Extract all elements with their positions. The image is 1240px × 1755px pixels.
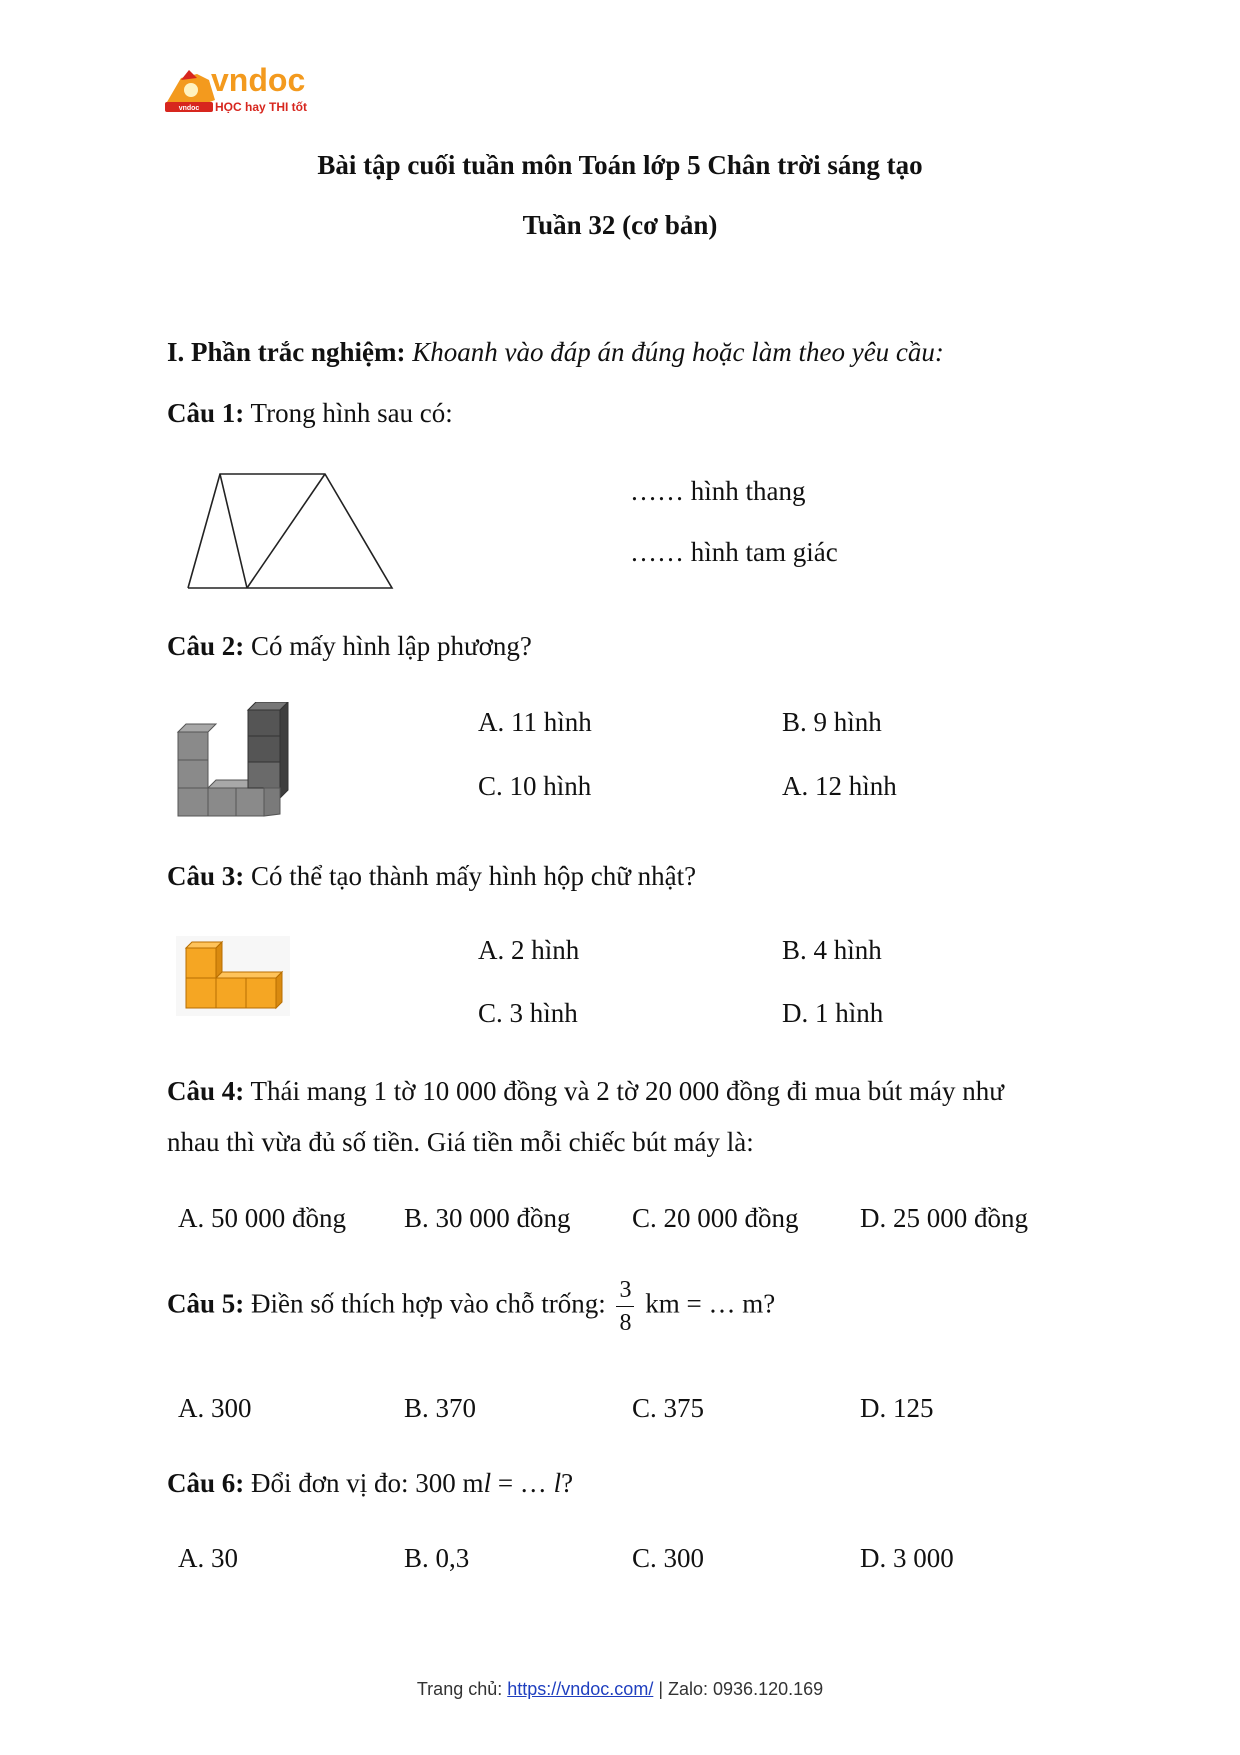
- q6-text-a: Đổi đơn vị đo: 300 m: [251, 1468, 484, 1498]
- q6-option-a[interactable]: A. 30: [178, 1543, 238, 1573]
- q5-option-a[interactable]: A. 300: [178, 1393, 252, 1423]
- q4-option-b[interactable]: B. 30 000 đồng: [404, 1203, 571, 1233]
- logo-brand: vndoc: [211, 62, 306, 98]
- q4-option-c[interactable]: C. 20 000 đồng: [632, 1203, 799, 1233]
- q3-text: Có thể tạo thành mấy hình hộp chữ nhật?: [251, 861, 697, 891]
- q5-fraction-denominator: 8: [619, 1310, 632, 1336]
- footer-prefix: Trang chủ:: [416, 1679, 508, 1699]
- q6-option-c[interactable]: C. 300: [632, 1543, 705, 1573]
- section-heading: [167, 337, 944, 368]
- q3-option-a[interactable]: A. 2 hình: [478, 935, 580, 965]
- section-instruction: Khoanh vào đáp án đúng hoặc làm theo yêu cầu:: [412, 337, 944, 367]
- q6-option-b[interactable]: B. 0,3: [404, 1543, 470, 1573]
- doc-title-line2: Tuần 32 (cơ bản): [522, 210, 718, 240]
- q5-fraction: [616, 1278, 634, 1335]
- q1-label: Câu 1:: [167, 398, 245, 428]
- question-5: [167, 1278, 775, 1335]
- q3-option-c[interactable]: C. 3 hình: [478, 998, 578, 1028]
- q6-option-d[interactable]: D. 3 000: [860, 1543, 954, 1573]
- q5-option-b[interactable]: B. 370: [404, 1393, 477, 1423]
- q2-option-c[interactable]: C. 10 hình: [478, 771, 592, 801]
- q2-label: Câu 2:: [167, 631, 245, 661]
- question-4: [167, 1076, 1087, 1107]
- q3-option-d[interactable]: D. 1 hình: [782, 998, 884, 1028]
- logo-badge: vndoc: [178, 105, 200, 112]
- q2-text: Có mấy hình lập phương?: [251, 631, 532, 661]
- footer-homepage-link[interactable]: https://vndoc.com/: [507, 1679, 654, 1699]
- orange-boxes-figure: [176, 936, 290, 1016]
- q5-option-c[interactable]: C. 375: [632, 1393, 705, 1423]
- q3-option-b[interactable]: B. 4 hình: [782, 935, 882, 965]
- q5-fraction-numerator: 3: [616, 1278, 634, 1307]
- q6-unit-l2: l: [553, 1468, 562, 1498]
- logo: [163, 62, 323, 124]
- q4-text-line2: nhau thì vừa đủ số tiền. Giá tiền mỗi chiếc bút máy là:: [167, 1127, 754, 1157]
- gray-cubes-figure: [176, 702, 296, 818]
- q6-text-b: = …: [491, 1468, 554, 1498]
- q4-text-line1: Thái mang 1 tờ 10 000 đồng và 2 tờ 20 000 đồng đi mua bút máy như: [250, 1076, 1004, 1106]
- q6-label: Câu 6:: [167, 1468, 245, 1498]
- q5-label: Câu 5:: [167, 1288, 245, 1319]
- q4-option-d[interactable]: D. 25 000 đồng: [860, 1203, 1028, 1233]
- q3-label: Câu 3:: [167, 861, 245, 891]
- logo-tagline: HỌC hay THI tốt: [215, 100, 307, 114]
- question-3: [167, 861, 696, 892]
- q4-label: Câu 4:: [167, 1076, 245, 1106]
- question-1: [167, 398, 453, 429]
- trapezoid-figure: [180, 470, 400, 594]
- q2-option-d[interactable]: A. 12 hình: [782, 771, 897, 801]
- question-2: [167, 631, 532, 662]
- q2-option-b[interactable]: B. 9 hình: [782, 707, 882, 737]
- q1-text: Trong hình sau có:: [250, 398, 453, 428]
- q1-blank-trapezoid: …… hình thang: [630, 476, 806, 506]
- q1-blank-triangle: …… hình tam giác: [630, 537, 838, 567]
- footer-suffix: | Zalo: 0936.120.169: [653, 1679, 824, 1699]
- question-6: [167, 1468, 573, 1499]
- q6-text-c: ?: [561, 1468, 574, 1498]
- q5-text: Điền số thích hợp vào chỗ trống:: [251, 1288, 606, 1319]
- q6-unit-l1: l: [483, 1468, 492, 1498]
- page-footer: [0, 1679, 1240, 1700]
- q2-option-a[interactable]: A. 11 hình: [478, 707, 592, 737]
- section-label: I. Phần trắc nghiệm:: [167, 337, 406, 367]
- q5-tail: km = … m?: [645, 1288, 776, 1319]
- doc-title-line1: Bài tập cuối tuần môn Toán lớp 5 Chân trời sáng tạo: [317, 150, 923, 180]
- q4-option-a[interactable]: A. 50 000 đồng: [178, 1203, 346, 1233]
- q5-option-d[interactable]: D. 125: [860, 1393, 934, 1423]
